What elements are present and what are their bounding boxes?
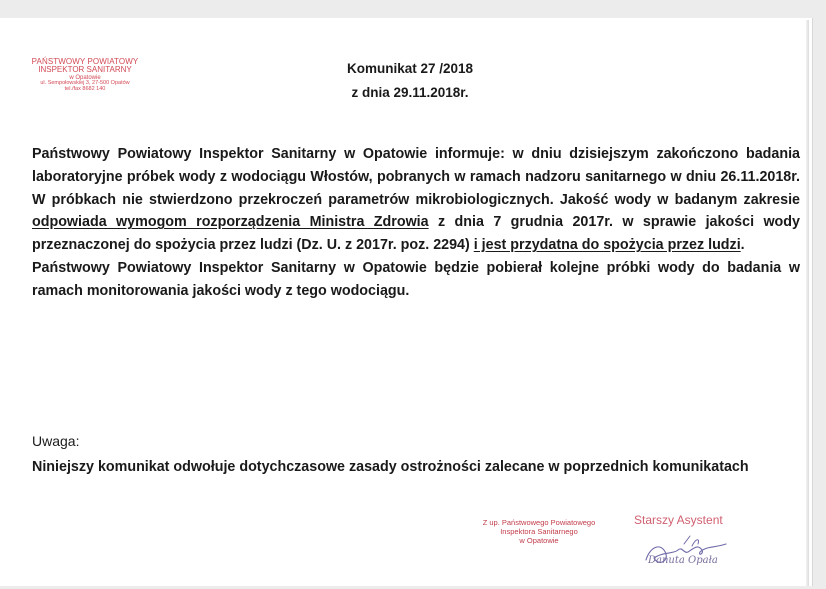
note-label: Uwaga: bbox=[32, 433, 80, 449]
stamp-line-5: tel./fax 8682 140 bbox=[64, 85, 106, 92]
stamp-line-3: w Opatowie bbox=[69, 74, 101, 81]
document-header bbox=[300, 61, 520, 100]
signature-title: Starszy Asystent bbox=[634, 513, 723, 527]
institution-stamp bbox=[20, 58, 150, 93]
underlined-compliance: odpowiada wymogom rozporządzenia Ministra Zdrowia bbox=[32, 214, 429, 231]
paragraph-main bbox=[32, 143, 800, 257]
stamp-line-1: PAŃSTWOWY POWIATOWY bbox=[31, 57, 139, 66]
signature-stamp-line-2: Inspektora Sanitarnego bbox=[500, 527, 578, 536]
document-title: Komunikat 27 /2018 bbox=[346, 61, 474, 76]
paragraph-main-text-c: . bbox=[740, 237, 745, 254]
page-edge bbox=[806, 20, 809, 586]
stamp-line-2: INSPEKTOR SANITARNY bbox=[38, 65, 132, 75]
underlined-suitability: i jest przydatna do spożycia przez ludzi bbox=[473, 237, 741, 254]
document-date: z dnia 29.11.2018r. bbox=[351, 85, 469, 100]
signature-name: Danuta Opała bbox=[648, 555, 718, 566]
document-body bbox=[32, 143, 800, 303]
signature-stamp bbox=[474, 518, 604, 545]
paragraph-main-text-b: z dnia 7 grudnia 2017r. w sprawie jakości wody przeznaczonej do spożycia przez ludzi (Dz. U. z 2017r. poz. 2294) bbox=[32, 214, 800, 254]
paragraph-monitoring: Państwowy Powiatowy Inspektor Sanitarny w Opatowie będzie pobierał kolejne próbki wody do badania w ramach monitorowania jakości wody z tego wodociągu. bbox=[32, 259, 800, 299]
signature-stamp-line-1: Z up. Państwowego Powiatowego bbox=[482, 518, 596, 527]
paragraph-main-text-a: Państwowy Powiatowy Inspektor Sanitarny w Opatowie informuje: w dniu dzisiejszym zakończono badania laboratoryjne próbek wody z wodociągu Włostów, pobranych w ramach nadzoru sanitarnego w dniu 26.11.2018r. W próbkach nie stwierdzono przekroczeń parametrów mikrobiologicznych. Jakość wody w badanym zakresie bbox=[32, 146, 800, 208]
note-text: Niniejszy komunikat odwołuje dotychczasowe zasady ostrożności zalecane w poprzednich komunikatach bbox=[32, 459, 749, 475]
signature-stamp-line-3: w Opatowie bbox=[519, 536, 559, 545]
stamp-line-4: ul. Sempołowskiej 3, 27-500 Opatów bbox=[40, 80, 130, 87]
